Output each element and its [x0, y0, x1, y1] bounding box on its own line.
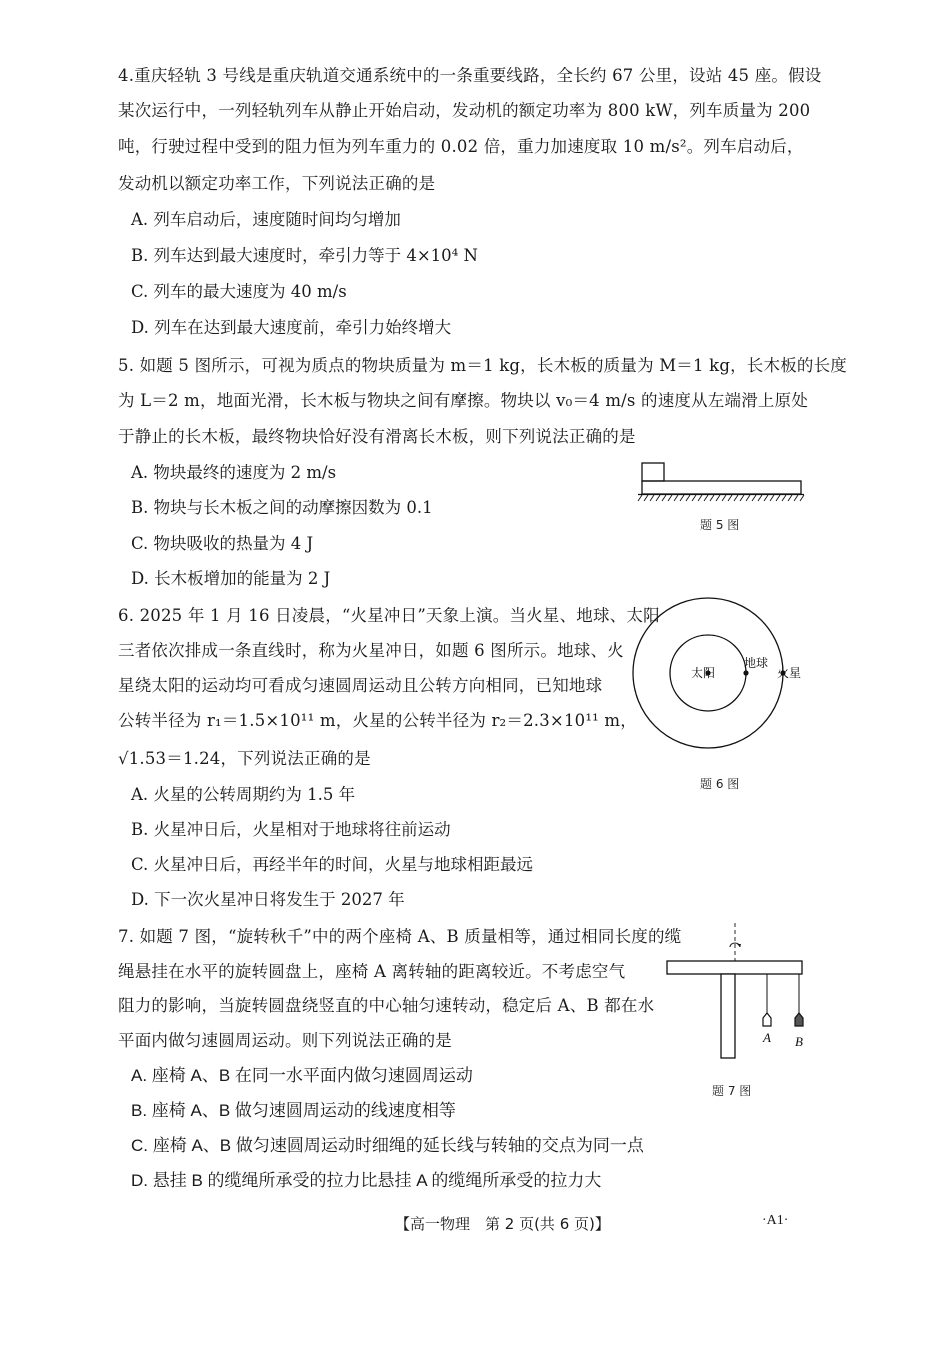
rotating-disc: [667, 961, 802, 974]
q6-stem-line: 公转半径为 r₁＝1.5×10¹¹ m，火星的公转半径为 r₂＝2.3×10¹¹ m，: [118, 711, 637, 730]
seat-b: [795, 1013, 803, 1026]
q6-option-a: A. 火星的公转周期约为 1.5 年: [131, 785, 356, 804]
q5-stem-line: 5. 如题 5 图所示，可视为质点的物块质量为 m＝1 kg，长木板的质量为 M＝1 kg，长木板的长度: [118, 356, 848, 375]
paper-code: ·A1·: [762, 1213, 789, 1228]
figure-5-caption: 题 5 图: [700, 518, 740, 532]
sun-label: 太阳: [691, 666, 716, 680]
q6-stem-line: 三者依次排成一条直线时，称为火星冲日，如题 6 图所示。地球、火: [118, 641, 624, 660]
q4-option-a: A. 列车启动后，速度随时间均匀增加: [131, 210, 401, 229]
earth-dot: [743, 670, 748, 675]
q6-option-c: C. 火星冲日后，再经半年的时间，火星与地球相距最远: [131, 855, 534, 874]
figure-7-swing-diagram: [664, 920, 809, 1055]
q5-stem-line: 为 L＝2 m，地面光滑，长木板与物块之间有摩擦。物块以 v₀＝4 m/s 的速度从左端滑上原处: [118, 391, 809, 410]
q7-stem-line: 平面内做匀速圆周运动。则下列说法正确的是: [118, 1031, 452, 1050]
seat-a-label: A: [763, 1030, 771, 1045]
q4-stem-line: 发动机以额定功率工作，下列说法正确的是: [118, 174, 436, 193]
figure-6-orbit-diagram: [630, 595, 820, 765]
seat-b-label: B: [795, 1034, 803, 1049]
q5-option-a: A. 物块最终的速度为 2 m/s: [131, 463, 337, 482]
page-footer: 【高一物理 第 2 页(共 6 页)】: [395, 1215, 610, 1233]
q5-option-b: B. 物块与长木板之间的动摩擦因数为 0.1: [131, 498, 433, 517]
seat-a: [763, 1013, 771, 1026]
figure-6-caption: 题 6 图: [700, 777, 740, 791]
earth-label: 地球: [744, 656, 769, 670]
q7-option-a: A. 座椅 A、B 在同一水平面内做匀速圆周运动: [131, 1066, 473, 1085]
q7-stem-line: 阻力的影响，当旋转圆盘绕竖直的中心轴匀速转动，稳定后 A、B 都在水: [118, 996, 655, 1015]
q7-stem-line: 绳悬挂在水平的旋转圆盘上，座椅 A 离转轴的距离较近。不考虑空气: [118, 962, 626, 981]
figure-5-board-diagram: [636, 460, 806, 510]
long-board: [642, 481, 801, 494]
q6-option-b: B. 火星冲日后，火星相对于地球将往前运动: [131, 820, 451, 839]
q4-option-d: D. 列车在达到最大速度前，牵引力始终增大: [131, 318, 452, 337]
q5-option-c: C. 物块吸收的热量为 4 J: [131, 534, 314, 553]
mars-label: 火星: [777, 666, 802, 680]
q6-stem-line: √1.53＝1.24，下列说法正确的是: [118, 749, 371, 768]
q6-stem-line: 星绕太阳的运动均可看成匀速圆周运动且公转方向相同，已知地球: [118, 676, 603, 695]
q7-stem-line: 7. 如题 7 图，“旋转秋千”中的两个座椅 A、B 质量相等，通过相同长度的缆: [118, 927, 682, 946]
q7-option-d: D. 悬挂 B 的缆绳所承受的拉力比悬挂 A 的缆绳所承受的拉力大: [131, 1171, 602, 1190]
q5-option-d: D. 长木板增加的能量为 2 J: [131, 569, 331, 588]
figure-7-caption: 题 7 图: [712, 1084, 752, 1098]
central-column: [721, 974, 735, 1058]
q4-stem-line: 某次运行中，一列轻轨列车从静止开始启动，发动机的额定功率为 800 kW，列车质量为 200: [118, 101, 811, 120]
block: [642, 463, 664, 481]
q7-option-c: C. 座椅 A、B 做匀速圆周运动时细绳的延长线与转轴的交点为同一点: [131, 1136, 644, 1155]
q4-stem-line: 4.重庆轻轨 3 号线是重庆轨道交通系统中的一条重要线路，全长约 67 公里，设站 45 座。假设: [118, 66, 822, 85]
q4-option-b: B. 列车达到最大速度时，牵引力等于 4×10⁴ N: [131, 246, 478, 265]
q6-stem-line: 6. 2025 年 1 月 16 日凌晨，“火星冲日”天象上演。当火星、地球、太阳: [118, 606, 660, 625]
ground-hatch: [638, 495, 804, 501]
q7-option-b: B. 座椅 A、B 做匀速圆周运动的线速度相等: [131, 1101, 456, 1120]
q4-stem-line: 吨，行驶过程中受到的阻力恒为列车重力的 0.02 倍，重力加速度取 10 m/s²。列车启动后，: [118, 137, 804, 156]
q5-stem-line: 于静止的长木板，最终物块恰好没有滑离长木板，则下列说法正确的是: [118, 427, 636, 446]
q4-option-c: C. 列车的最大速度为 40 m/s: [131, 282, 347, 301]
q6-option-d: D. 下一次火星冲日将发生于 2027 年: [131, 890, 405, 909]
